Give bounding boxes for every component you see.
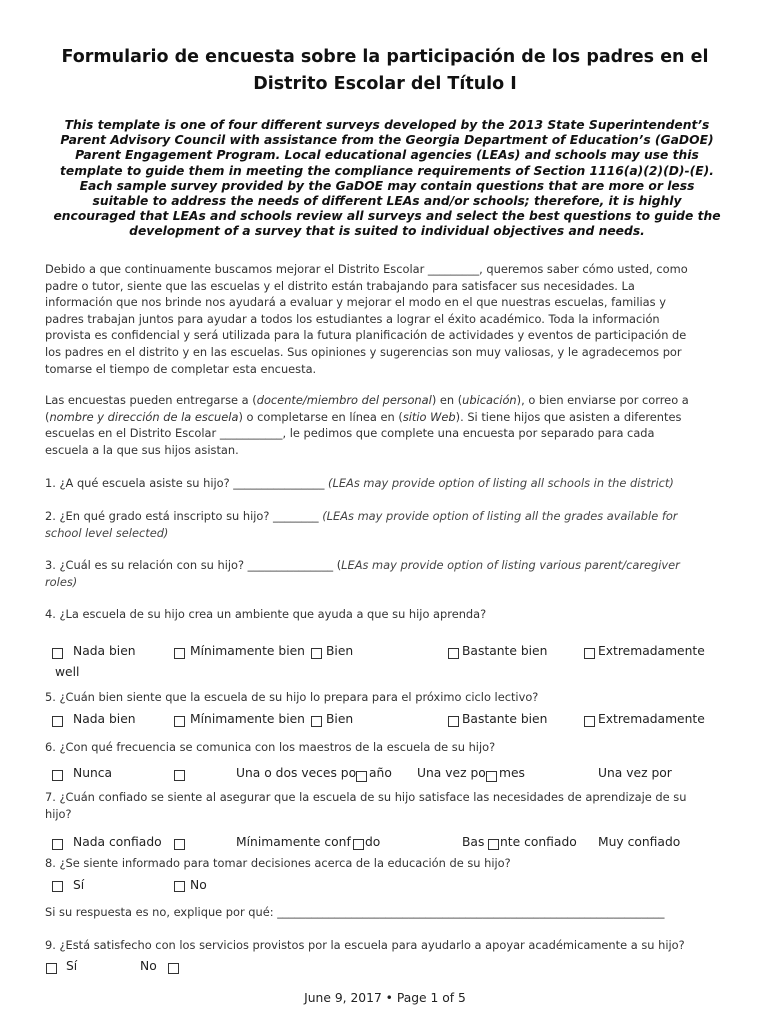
question-7 [45,789,735,822]
question-text: 7. ¿Cuán confiado se siente al asegurar que la escuela de su hijo satisface las necesidades de aprendizaje de su [45,790,687,804]
question-4: 4. ¿La escuela de su hijo crea un ambiente que ayuda a que su hijo aprenda? [45,607,487,621]
question-6: 6. ¿Con qué frecuencia se comunica con los maestros de la escuela de su hijo? [45,740,496,754]
page-footer: June 9, 2017 • Page 1 of 5 [304,991,466,1005]
checkbox-q8-si[interactable] [52,881,63,892]
note-line: Each sample survey provided by the GaDOE may contain questions that are more or less [79,178,695,193]
checkbox-q9-no[interactable] [168,963,179,974]
template-note [44,118,730,240]
option-label: Extremadamente [598,712,705,726]
delivery-line: escuela a la que sus hijos asistan. [45,442,239,457]
checkbox-q5-bien[interactable] [311,716,322,727]
explain-field[interactable]: Si su respuesta es no, explique por qué: ____________________________________________________________________ [45,905,665,919]
checkbox-q6-nunca[interactable] [52,770,63,781]
option-label: Una vez por [598,766,672,780]
question-note: roles) [45,574,78,589]
option-label: Muy confiado [598,835,681,849]
checkbox-q7-bastante-confiado[interactable] [353,839,364,850]
intro-line: los padres en el distrito y en las escuelas. Sus opiniones y sugerencias son muy valiosas, y le agradecemos por [45,344,682,359]
question-text: 1. ¿A qué escuela asiste su hijo? ________________ [45,476,329,490]
question-1 [45,475,735,492]
checkbox-q7-minimamente-confiado[interactable] [174,839,185,850]
checkbox-q5-bastante-bien[interactable] [448,716,459,727]
placeholder-text: docente/miembro del personal [256,393,432,407]
option-label: Sí [73,878,85,892]
intro-line: información que nos brinde nos ayudará a evaluar y mejorar el modo en el que nuestras escuelas, familias y [45,295,666,310]
option-label: nte confiado [500,835,577,849]
text: ). Si tiene hijos que asisten a diferentes [455,409,682,424]
question-text: 2. ¿En qué grado está inscripto su hijo? ________ [45,509,323,523]
option-label: Extremadamente [598,644,705,658]
delivery-paragraph [45,392,730,458]
checkbox-q8-no[interactable] [174,881,185,892]
intro-line: tomarse el tiempo de completar esta encuesta. [45,361,317,376]
option-label: Mínimamente bien [190,644,305,658]
text: ( [45,409,50,424]
intro-line: provista es confidencial y será utilizada para la futura planificación de actividades y eventos de participación de [45,328,687,343]
text: ) o completarse en línea en ( [238,409,403,424]
checkbox-q7-nada-confiado[interactable] [52,839,63,850]
question-note: LEAs may provide option of listing various parent/caregiver [341,558,680,572]
option-label: No [190,878,207,892]
checkbox-q4-extremadamente[interactable] [584,648,595,659]
checkbox-q6-anual[interactable] [356,771,367,782]
option-label: Nada bien [73,712,136,726]
note-line: Parent Advisory Council with assistance from the Georgia Department of Education’s (GaDOE) [60,133,714,148]
option-label: Bien [326,644,354,658]
option-label: Una vez po [417,766,486,780]
question-5: 5. ¿Cuán bien siente que la escuela de su hijo lo prepara para el próximo ciclo lectivo? [45,690,539,704]
option-label: Nada confiado [73,835,162,849]
question-9: 9. ¿Está satisfecho con los servicios provistos por la escuela para ayudarlo a apoyar académicamente a su hijo? [45,938,685,952]
checkbox-q5-minimamente-bien[interactable] [174,716,185,727]
placeholder-text: nombre y dirección de la escuela [49,409,239,424]
question-8: 8. ¿Se siente informado para tomar decisiones acerca de la educación de su hijo? [45,856,511,870]
question-note: school level selected) [45,525,169,540]
option-label: Bien [326,712,354,726]
note-line: This template is one of four different surveys developed by the 2013 State Superintendent’s [64,118,710,132]
option-label: Bastante bien [462,644,548,658]
question-text: hijo? [45,806,72,821]
intro-line: Debido a que continuamente buscamos mejorar el Distrito Escolar _________, queremos saber cómo usted, como [45,262,688,276]
note-line: development of a survey that is suited to individual objectives and needs. [129,224,645,239]
checkbox-q9-si[interactable] [46,963,57,974]
question-note: (LEAs may provide option of listing all schools in the district) [328,476,674,490]
delivery-line: escuelas en el Distrito Escolar ___________, le pedimos que complete una encuesta por separado para cada [45,426,655,441]
question-text: 3. ¿Cuál es su relación con su hijo? _______________ ( [45,558,342,572]
option-label: Nunca [73,766,113,780]
option-label: do [365,835,381,849]
option-label: Bas [462,835,485,849]
option-label: Mínimamente conf [236,835,351,849]
intro-line: padre o tutor, siente que las escuelas y el distrito están trabajando para satisfacer sus necesidades. La [45,278,635,293]
option-label: No [140,959,157,973]
text: Las encuestas pueden entregarse a ( [45,393,257,407]
note-line: suitable to address the needs of different LEAs and/or schools; therefore, it is highly [92,194,682,209]
delivery-line [45,392,730,409]
checkbox-q4-minimamente-bien[interactable] [174,648,185,659]
option-label: año [369,766,392,780]
note-line: template to guide them in meeting the compliance requirements of Section 1116(a)(2)(D)-(E). [60,163,714,178]
note-line: encouraged that LEAs and schools review all surveys and select the best questions to guide the [53,209,721,224]
option-label: Sí [66,959,78,973]
question-note: (LEAs may provide option of listing all the grades available for [322,509,678,523]
option-label-wrap: well [55,665,80,679]
checkbox-q6-una-o-dos-veces[interactable] [174,770,185,781]
checkbox-q4-nada-bien[interactable] [52,648,63,659]
option-label: Una o dos veces po [236,766,357,780]
checkbox-q4-bien[interactable] [311,648,322,659]
checkbox-q5-extremadamente[interactable] [584,716,595,727]
checkbox-q4-bastante-bien[interactable] [448,648,459,659]
question-3 [45,557,735,590]
question-2 [45,508,735,541]
checkbox-q6-mensual[interactable] [486,771,497,782]
option-label: Mínimamente bien [190,712,305,726]
text: ), o bien enviarse por correo a [516,393,689,407]
placeholder-text: sitio Web [402,409,456,424]
delivery-line [45,409,730,426]
option-label: Nada bien [73,644,136,658]
title-line: Distrito Escolar del Título I [253,74,517,94]
option-label: mes [499,766,525,780]
intro-paragraph [45,261,730,377]
intro-line: padres trabajan juntos para ayudar a todos los estudiantes a lograr el éxito académico. Toda la información [45,311,660,326]
checkbox-q7-muy-confiado[interactable] [488,839,499,850]
checkbox-q5-nada-bien[interactable] [52,716,63,727]
page-title [40,44,730,98]
text: ) en ( [431,393,463,407]
note-line: Parent Engagement Program. Local educational agencies (LEAs) and schools may use this [75,148,699,163]
option-label: Bastante bien [462,712,548,726]
title-line: Formulario de encuesta sobre la participación de los padres en el [61,47,709,67]
placeholder-text: ubicación [462,393,517,407]
